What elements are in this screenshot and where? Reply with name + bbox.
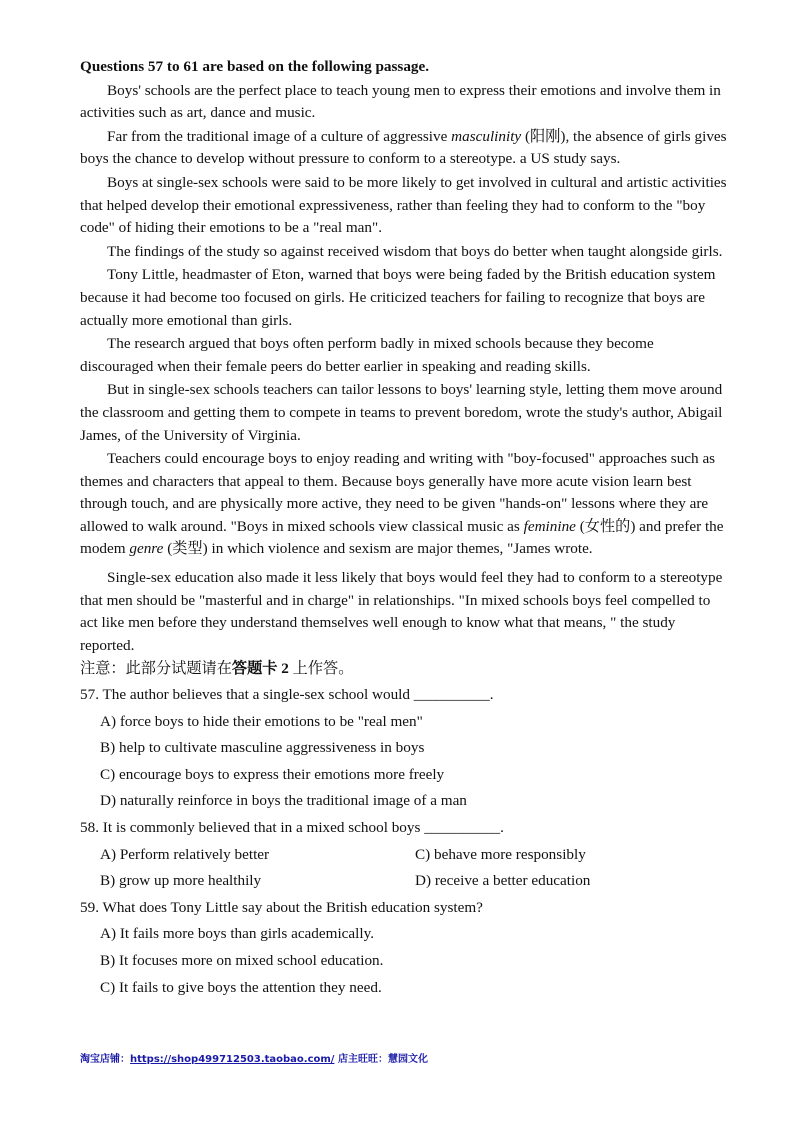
footer-shop-link[interactable]: https://shop499712503.taobao.com/ (130, 1054, 335, 1065)
q59-option-b: B) It focuses more on mixed school education. (100, 951, 384, 969)
paragraph-8-italic-2: genre (129, 540, 164, 558)
notice-text-a: 注意：此部分试题请在 (80, 660, 232, 678)
q58-options-row-2 (100, 870, 730, 893)
question-58: 58. It is commonly believed that in a mixed school boys __________. (80, 819, 504, 836)
q59-option-a: A) It fails more boys than girls academically. (100, 925, 374, 943)
paragraph-2-italic: masculinity (451, 127, 522, 145)
q57-option-a: A) force boys to hide their emotions to be "real men" (100, 712, 423, 730)
q58-option-d: D) receive a better education (415, 872, 591, 890)
q57-option-c: C) encourage boys to express their emotions more freely (100, 765, 445, 783)
footer-owner: 店主旺旺：慧园文化 (334, 1054, 428, 1065)
q58-option-c: C) behave more responsibly (415, 845, 586, 863)
section-heading: Questions 57 to 61 are based on the following passage. (80, 58, 430, 75)
paragraph-5: Tony Little, headmaster of Eton, warned that boys were being faded by the British education system because it had become too focused on girls. He criticized teachers for failing to recognize that boys are actually more emotional than girls. (80, 266, 716, 329)
paragraph-9: Single-sex education also made it less likely that boys would feel they had to conform to a stereotype that men should be "masterful and in charge" in relationships. "In mixed schools boys feel compelled to act like men before they understand themselves well enough to know what that means, " the study reported. (80, 569, 723, 654)
q58-option-b: B) grow up more healthily (100, 872, 262, 890)
footer-shop-label: 淘宝店铺： (80, 1054, 130, 1065)
q58-option-a: A) Perform relatively better (100, 845, 270, 863)
notice-text-b: 上作答。 (288, 660, 354, 678)
q57-option-d: D) naturally reinforce in boys the traditional image of a man (100, 792, 467, 810)
paragraph-2-text-b: (阳刚), the absence of girls gives boys the chance to develop without pressure to conform to a stereotype. a US study says. (80, 127, 727, 168)
paragraph-2-text-a: Far from the traditional image of a culture of aggressive (107, 127, 452, 145)
passage-page (80, 56, 730, 1003)
paragraph-7: But in single-sex schools teachers can tailor lessons to boys' learning style, letting them move around the classroom and getting them to compete in teams to prevent boredom, wrote the study's author, Abigail James, of the University of Virginia. (80, 381, 723, 444)
paragraph-2 (80, 126, 730, 171)
paragraph-6: The research argued that boys often perform badly in mixed schools because they become discouraged when their female peers do better earlier in speaking and reading skills. (80, 335, 654, 375)
paragraph-3: Boys at single-sex schools were said to be more likely to get involved in cultural and artistic activities that helped develop their emotional expressiveness, rather than feeling they had to conform to the "boy code" of hiding their emotions to be a "real man". (80, 173, 727, 237)
q59-option-c: C) It fails to give boys the attention they need. (100, 978, 382, 996)
paragraph-4: The findings of the study so against received wisdom that boys do better when taught alongside girls. (107, 242, 723, 260)
footer-shop-info (80, 1050, 428, 1065)
paragraph-8-text-b: (女性的) and prefer the modem (80, 517, 724, 558)
q58-options-row-1 (100, 844, 730, 867)
question-57: 57. The author believes that a single-sex school would __________. (80, 686, 494, 704)
notice-bold: 答题卡 2 (231, 660, 289, 678)
paragraph-8-text-a: Teachers could encourage boys to enjoy reading and writing with "boy-focused" approaches such as themes and characters that appeal to them. Because boys generally have more acute vision learn best through touch, and are physically more active, they need to be given "hands-on" lessons where they are allowed to walk around. "Boys in mixed schools view classical music as (80, 450, 716, 535)
paragraph-8-text-c: (类型) in which violence and sexism are major themes, "James wrote. (163, 540, 593, 558)
paragraph-8 (80, 448, 730, 561)
paragraph-8-italic-1: feminine (523, 517, 576, 535)
answer-sheet-notice (80, 658, 730, 681)
question-59: 59. What does Tony Little say about the British education system? (80, 898, 483, 916)
q57-option-b: B) help to cultivate masculine aggressiveness in boys (100, 739, 425, 757)
paragraph-1: Boys' schools are the perfect place to teach young men to express their emotions and involve them in activities such as art, dance and music. (80, 81, 721, 122)
